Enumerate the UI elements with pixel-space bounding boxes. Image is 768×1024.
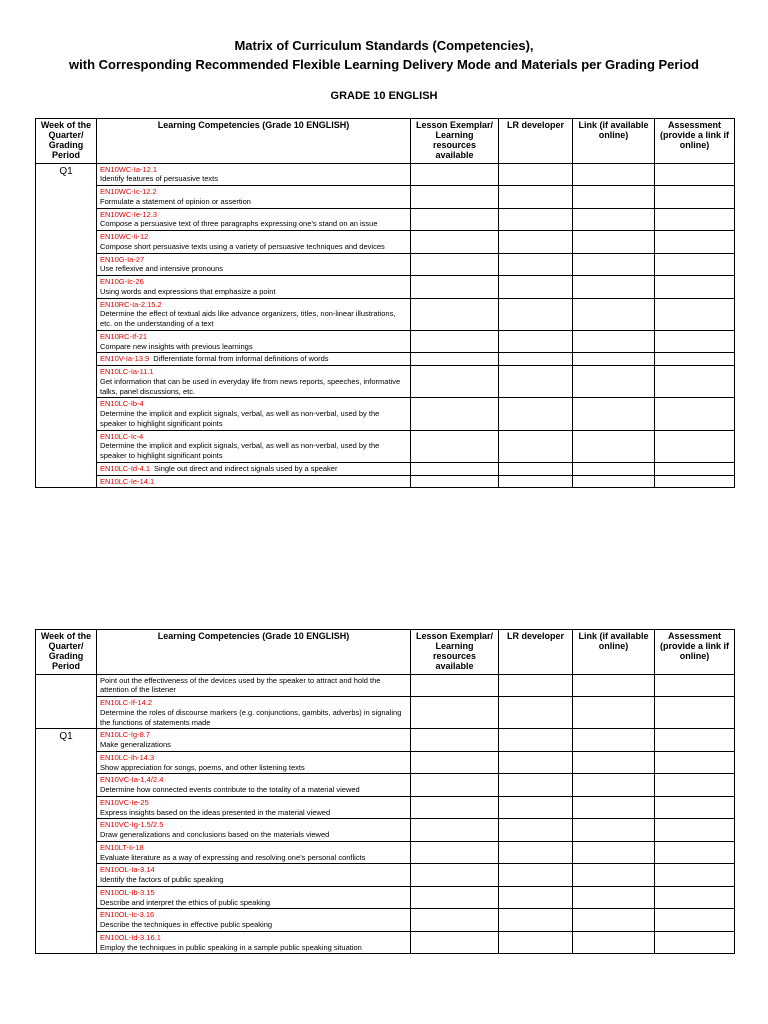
lesson-cell	[411, 729, 499, 752]
assessment-cell	[655, 819, 735, 842]
competency-code: EN10WC-Ia-12.1	[100, 164, 158, 174]
link-cell	[573, 430, 655, 462]
table-row	[36, 841, 735, 864]
table-row	[36, 276, 735, 299]
link-cell	[573, 909, 655, 932]
link-cell	[573, 796, 655, 819]
table-row	[36, 819, 735, 842]
assessment-cell	[655, 353, 735, 366]
lr-developer-cell	[499, 931, 573, 954]
lesson-cell	[411, 366, 499, 398]
table-row	[36, 298, 735, 330]
lesson-cell	[411, 330, 499, 353]
lesson-cell	[411, 841, 499, 864]
competency-cell	[97, 353, 411, 366]
table-row	[36, 931, 735, 954]
competency-text: Make generalizations	[100, 740, 171, 750]
competency-table-1	[35, 118, 735, 488]
lr-developer-cell	[499, 253, 573, 276]
assessment-cell	[655, 430, 735, 462]
lesson-cell	[411, 475, 499, 488]
competency-text: Evaluate literature as a way of expressing and resolving one’s personal conflicts	[100, 852, 366, 862]
table-row	[36, 253, 735, 276]
lr-developer-cell	[499, 462, 573, 475]
competency-cell	[97, 774, 411, 797]
link-cell	[573, 674, 655, 697]
competency-cell	[97, 729, 411, 752]
competency-code: EN10VC-Ig-1.5/2.5	[100, 820, 164, 830]
competency-code: EN10VC-Ie-25	[100, 797, 149, 807]
competency-text: Using words and expressions that emphasize a point	[100, 286, 276, 296]
competency-cell	[97, 751, 411, 774]
competency-code: EN10RC-If-21	[100, 331, 148, 341]
competency-code: EN10LC-Ie-14.1	[100, 476, 155, 486]
competency-text: Single out direct and indirect signals used by a speaker	[154, 463, 338, 473]
table-row	[36, 462, 735, 475]
lesson-cell	[411, 697, 499, 729]
lr-developer-cell	[499, 886, 573, 909]
lesson-cell	[411, 819, 499, 842]
lr-developer-cell	[499, 231, 573, 254]
lr-developer-cell	[499, 697, 573, 729]
competency-cell	[97, 909, 411, 932]
lr-developer-cell	[499, 909, 573, 932]
competency-code: EN10LC-Ic-4	[100, 431, 144, 441]
competency-text: Determine the implicit and explicit signals, verbal, as well as non-verbal, used by the speaker to highlight significant points	[100, 409, 380, 428]
lesson-cell	[411, 231, 499, 254]
competency-code: EN10OL-Ib-3.15	[100, 887, 155, 897]
week-cell: Q1	[36, 163, 97, 488]
competency-table-2	[35, 629, 735, 954]
link-cell	[573, 330, 655, 353]
lr-developer-cell	[499, 475, 573, 488]
assessment-cell	[655, 186, 735, 209]
header-lesson: Lesson Exemplar/ Learning resources available	[411, 119, 499, 164]
link-cell	[573, 475, 655, 488]
competency-text: Describe the techniques in effective public speaking	[100, 920, 273, 930]
lr-developer-cell	[499, 774, 573, 797]
competency-text: Point out the effectiveness of the devices used by the speaker to attract and hold the attention of the listener	[100, 675, 381, 695]
assessment-cell	[655, 729, 735, 752]
competency-text: Differentiate formal from informal definitions of words	[153, 354, 329, 364]
competency-cell	[97, 864, 411, 887]
assessment-cell	[655, 231, 735, 254]
competency-cell	[97, 430, 411, 462]
link-cell	[573, 841, 655, 864]
assessment-cell	[655, 398, 735, 430]
competency-code: EN10LC-Ig-8.7	[100, 730, 151, 740]
lesson-cell	[411, 931, 499, 954]
document-title-line2: with Corresponding Recommended Flexible Learning Delivery Mode and Materials per Grading Period	[69, 57, 699, 72]
week-cell	[36, 674, 97, 729]
competency-text: Compare new insights with previous learnings	[100, 341, 253, 351]
lr-developer-cell	[499, 819, 573, 842]
grade-heading: GRADE 10 ENGLISH	[330, 90, 438, 102]
competency-code: EN10OL-Ia-3.14	[100, 865, 155, 875]
competency-code: EN10LC-Ia-11.1	[100, 367, 154, 377]
lesson-cell	[411, 276, 499, 299]
competency-text: Determine the implicit and explicit signals, verbal, as well as non-verbal, used by the speaker to highlight significant points	[100, 441, 380, 461]
competency-cell	[97, 674, 411, 697]
lr-developer-cell	[499, 796, 573, 819]
table-row	[36, 729, 735, 752]
assessment-cell	[655, 796, 735, 819]
lr-developer-cell	[499, 186, 573, 209]
assessment-cell	[655, 475, 735, 488]
lesson-cell	[411, 353, 499, 366]
lesson-cell	[411, 674, 499, 697]
competency-code: EN10OL-Id-3.16.1	[100, 932, 161, 942]
competency-cell	[97, 475, 411, 488]
table-row	[36, 208, 735, 231]
competency-cell	[97, 398, 411, 430]
link-cell	[573, 751, 655, 774]
table-header-row	[36, 630, 735, 675]
lr-developer-cell	[499, 674, 573, 697]
assessment-cell	[655, 751, 735, 774]
competency-cell	[97, 697, 411, 729]
table-row	[36, 186, 735, 209]
competency-text: Compose a persuasive text of three paragraphs expressing one’s stand on an issue	[100, 219, 378, 229]
table-row	[36, 475, 735, 488]
lr-developer-cell	[499, 841, 573, 864]
assessment-cell	[655, 841, 735, 864]
table-row	[36, 774, 735, 797]
lesson-cell	[411, 462, 499, 475]
table-row	[36, 366, 735, 398]
table-row	[36, 353, 735, 366]
lr-developer-cell	[499, 430, 573, 462]
competency-text: Determine the roles of discourse markers (e.g. conjunctions, gambits, adverbs) in signaling the functions of statements made	[100, 707, 402, 727]
lesson-cell	[411, 186, 499, 209]
lr-developer-cell	[499, 366, 573, 398]
competency-code: EN10WC-Ii-12	[100, 232, 149, 242]
link-cell	[573, 366, 655, 398]
lesson-cell	[411, 430, 499, 462]
lesson-cell	[411, 298, 499, 330]
competency-text: Identify the factors of public speaking	[100, 875, 224, 885]
link-cell	[573, 353, 655, 366]
assessment-cell	[655, 864, 735, 887]
competency-text: Get information that can be used in everyday life from news reports, speeches, informative talks, panel discussions, etc.	[100, 376, 401, 396]
lesson-cell	[411, 886, 499, 909]
competency-code: EN10LC-Ib-4	[100, 399, 144, 409]
competency-cell	[97, 886, 411, 909]
lesson-cell	[411, 398, 499, 430]
assessment-cell	[655, 674, 735, 697]
assessment-cell	[655, 366, 735, 398]
assessment-cell	[655, 208, 735, 231]
competency-cell	[97, 819, 411, 842]
link-cell	[573, 697, 655, 729]
lr-developer-cell	[499, 298, 573, 330]
assessment-cell	[655, 298, 735, 330]
lr-developer-cell	[499, 751, 573, 774]
lr-developer-cell	[499, 208, 573, 231]
link-cell	[573, 208, 655, 231]
competency-text: Determine the effect of textual aids like advance organizers, titles, non-linear illustrations, etc. on the understanding of a text	[100, 309, 396, 329]
competency-text: Determine how connected events contribute to the totality of a material viewed	[100, 785, 360, 795]
competency-text: Use reflexive and intensive pronouns	[100, 264, 223, 274]
header-week: Week of the Quarter/ Grading Period	[36, 119, 97, 164]
assessment-cell	[655, 909, 735, 932]
table-row	[36, 697, 735, 729]
assessment-cell	[655, 330, 735, 353]
competency-cell	[97, 231, 411, 254]
competency-code: EN10LC-Ih-14.3	[100, 752, 155, 762]
header-lesson: Lesson Exemplar/ Learning resources available	[411, 630, 499, 675]
document-title-line1: Matrix of Curriculum Standards (Competencies),	[234, 38, 534, 53]
lr-developer-cell	[499, 398, 573, 430]
competency-text: Express insights based on the ideas presented in the material viewed	[100, 807, 331, 817]
header-lr-developer: LR developer	[499, 119, 573, 164]
table-row	[36, 796, 735, 819]
link-cell	[573, 462, 655, 475]
table-row	[36, 398, 735, 430]
link-cell	[573, 398, 655, 430]
header-week: Week of the Quarter/ Grading Period	[36, 630, 97, 675]
header-link: Link (if available online)	[573, 119, 655, 164]
link-cell	[573, 774, 655, 797]
competency-code: EN10LT-Ii-18	[100, 842, 144, 852]
competency-cell	[97, 796, 411, 819]
header-competencies: Learning Competencies (Grade 10 ENGLISH)	[97, 630, 411, 675]
competency-code: EN10G-Ia-27	[100, 254, 145, 264]
competency-cell	[97, 841, 411, 864]
lesson-cell	[411, 208, 499, 231]
lesson-cell	[411, 796, 499, 819]
assessment-cell	[655, 276, 735, 299]
competency-code: EN10RC-Ia-2.15.2	[100, 299, 162, 309]
link-cell	[573, 729, 655, 752]
week-cell: Q1	[36, 729, 97, 954]
lesson-cell	[411, 751, 499, 774]
competency-cell	[97, 186, 411, 209]
competency-code: EN10LC-Id-4.1	[100, 463, 151, 473]
link-cell	[573, 298, 655, 330]
table-row	[36, 674, 735, 697]
table-row	[36, 330, 735, 353]
competency-cell	[97, 298, 411, 330]
link-cell	[573, 864, 655, 887]
competency-text: Formulate a statement of opinion or assertion	[100, 196, 251, 206]
lr-developer-cell	[499, 729, 573, 752]
link-cell	[573, 253, 655, 276]
competency-code: EN10WC-Ie-12.3	[100, 209, 158, 219]
lr-developer-cell	[499, 276, 573, 299]
competency-cell	[97, 462, 411, 475]
assessment-cell	[655, 462, 735, 475]
competency-text: Describe and interpret the ethics of public speaking	[100, 897, 271, 907]
competency-cell	[97, 330, 411, 353]
competency-text: Compose short persuasive texts using a variety of persuasive techniques and devices	[100, 241, 385, 251]
header-lr-developer: LR developer	[499, 630, 573, 675]
assessment-cell	[655, 931, 735, 954]
link-cell	[573, 163, 655, 186]
competency-code: EN10OL-Ic-3.16	[100, 910, 155, 920]
competency-cell	[97, 163, 411, 186]
lesson-cell	[411, 163, 499, 186]
link-cell	[573, 819, 655, 842]
header-assessment: Assessment (provide a link if online)	[655, 630, 735, 675]
competency-cell	[97, 253, 411, 276]
table-row	[36, 864, 735, 887]
table-row	[36, 751, 735, 774]
competency-text: Identify features of persuasive texts	[100, 174, 218, 184]
assessment-cell	[655, 163, 735, 186]
competency-code: EN10WC-Ic-12.2	[100, 187, 157, 197]
lesson-cell	[411, 864, 499, 887]
table-row	[36, 886, 735, 909]
competency-code: EN10G-Ic-26	[100, 277, 144, 287]
link-cell	[573, 276, 655, 299]
header-assessment: Assessment (provide a link if online)	[655, 119, 735, 164]
competency-code: EN10VC-Ia-1.4/2.4	[100, 775, 164, 785]
lr-developer-cell	[499, 330, 573, 353]
header-competencies: Learning Competencies (Grade 10 ENGLISH)	[97, 119, 411, 164]
competency-cell	[97, 208, 411, 231]
link-cell	[573, 231, 655, 254]
competency-text: Show appreciation for songs, poems, and other listening texts	[100, 762, 305, 772]
link-cell	[573, 931, 655, 954]
table-row	[36, 231, 735, 254]
lr-developer-cell	[499, 163, 573, 186]
lr-developer-cell	[499, 353, 573, 366]
table-header-row	[36, 119, 735, 164]
competency-cell	[97, 931, 411, 954]
header-link: Link (if available online)	[573, 630, 655, 675]
assessment-cell	[655, 774, 735, 797]
assessment-cell	[655, 886, 735, 909]
table-row	[36, 430, 735, 462]
competency-cell	[97, 276, 411, 299]
competency-text: Employ the techniques in public speaking in a sample public speaking situation	[100, 942, 362, 952]
link-cell	[573, 886, 655, 909]
lr-developer-cell	[499, 864, 573, 887]
lesson-cell	[411, 774, 499, 797]
lesson-cell	[411, 909, 499, 932]
assessment-cell	[655, 253, 735, 276]
assessment-cell	[655, 697, 735, 729]
lesson-cell	[411, 253, 499, 276]
link-cell	[573, 186, 655, 209]
competency-code: EN10V-Ia-13.9	[100, 354, 150, 364]
competency-cell	[97, 366, 411, 398]
table-row	[36, 909, 735, 932]
competency-code: EN10LC-If-14.2	[100, 698, 153, 708]
competency-text: Draw generalizations and conclusions based on the materials viewed	[100, 830, 330, 840]
table-row	[36, 163, 735, 186]
